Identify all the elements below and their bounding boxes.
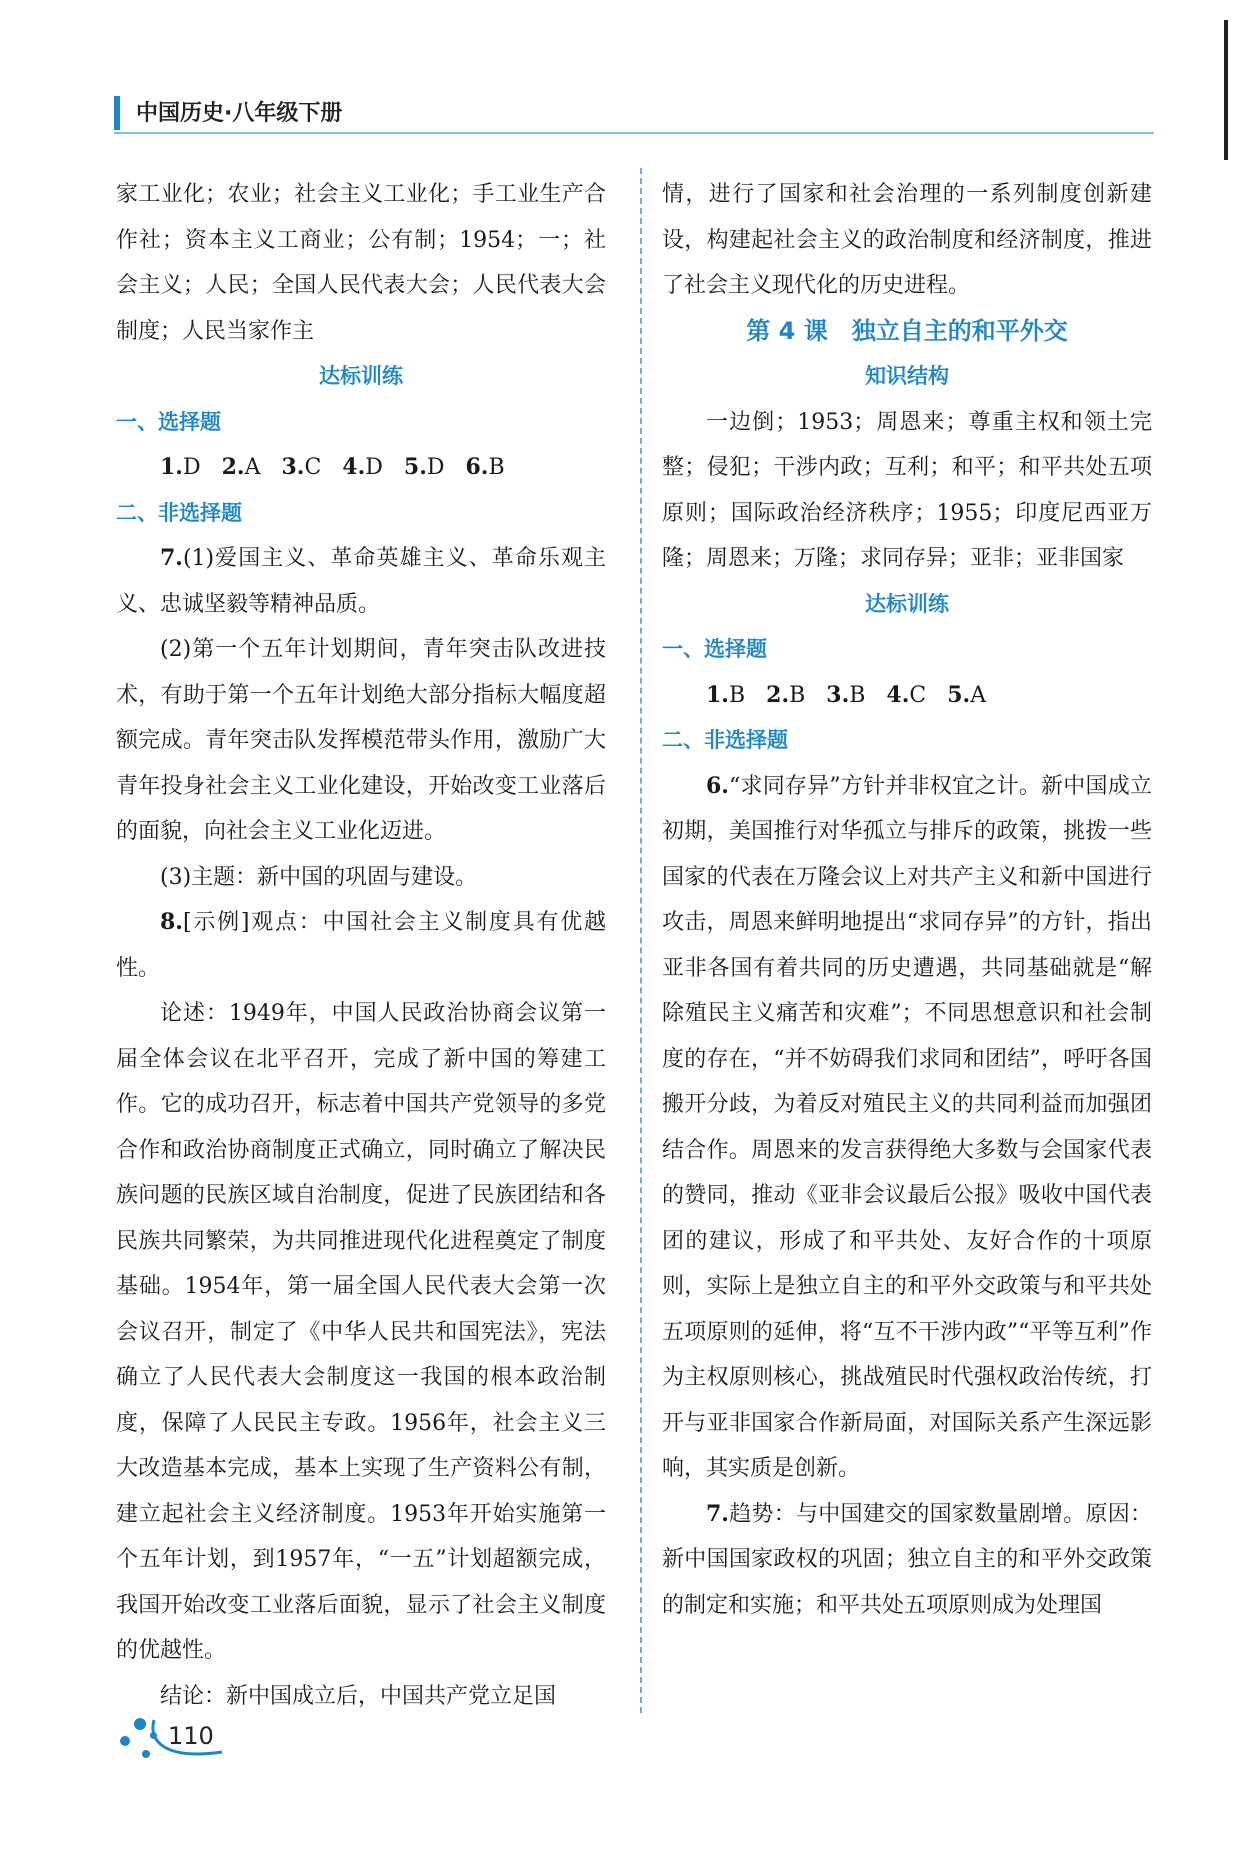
answer-item: 2.A: [221, 454, 261, 480]
answer-item: 3.C: [281, 454, 322, 480]
q8-argument: 论述：1949年，中国人民政治协商会议第一届全体会议在北平召开，完成了新中国的筹建工作。它的成功召开，标志着中国共产党领导的多党合作和政治协商制度正式确立，同时确立了解决民族问题的民族区域自治制度，促进了民族团结和各民族共同繁荣，为共同推进现代化进程奠定了制度基础。1954年，第一届全国人民代表大会第一次会议召开，制定了《中华人民共和国宪法》，宪法确立了人民代表大会制度这一我国的根本政治制度，保障了人民民主专政。1956年，社会主义三大改造基本完成，基本上实现了生产资料公有制，建立起社会主义经济制度。1953年开始实施第一个五年计划，到1957年，“一五”计划超额完成，我国开始改变工业落后面貌，显示了社会主义制度的优越性。: [116, 1001, 606, 1663]
right-choice-answers: [662, 673, 1152, 719]
answer-item: 1.B: [706, 681, 746, 708]
answer-item: 5.D: [403, 454, 445, 480]
left-answer-paragraph: 家工业化；农业；社会主义工业化；手工业生产合作社；资本主义工商业；公有制；1954；一；社会主义；人民；全国人民代表大会；人民代表大会制度；人民当家作主: [116, 182, 606, 344]
answer-item: 3.B: [826, 681, 866, 708]
q8-conclusion: 结论：新中国成立后，中国共产党立足国: [160, 1683, 557, 1709]
left-choice-answers: [116, 445, 606, 491]
page-footer: [116, 1710, 236, 1770]
header-title: 中国历史·八年级下册: [136, 101, 343, 126]
right-training-title: 达标训练: [865, 591, 949, 616]
decor-dot: [134, 1718, 146, 1730]
page-header: [114, 92, 1154, 132]
answer-item: 2.B: [766, 681, 806, 708]
q6: 6.“求同存异”方针并非权宜之计。新中国成立初期，美国推行对华孤立与排斥的政策，挑拨一些国家的代表在万隆会议上对共产主义和新中国进行攻击，周恩来鲜明地提出“求同存异”的方针，指出亚非各国有着共同的历史遭遇，共同基础就是“解除殖民主义痛苦和灾难”；不同思想意识和社会制度的存在，“并不妨碍我们求同和团结”，呼吁各国搬开分歧，为着反对殖民主义的共同利益而加强团结合作。周恩来的发言获得绝大多数与会国家代表的赞同，推动《亚非会议最后公报》吸收中国代表团的建议，形成了和平共处、友好合作的十项原则，实际上是独立自主的和平外交政策与和平共处五项原则的延伸，将“互不干涉内政”“平等互利”作为主权原则核心，挑战殖民时代强权政治传统，打开与亚非国家合作新局面，对国际关系产生深远影响，其实质是创新。: [662, 772, 1152, 1481]
page-number: 110: [168, 1722, 214, 1750]
left-section-nonchoice: 二、非选择题: [116, 500, 242, 525]
answer-item: 6.B: [465, 454, 505, 480]
knowledge-structure: 一边倒；1953；周恩来；尊重主权和领土完整；侵犯；干涉内政；互利；和平；和平共处五项原则；国际政治经济秩序；1955；印度尼西亚万隆；周恩来；万隆；求同存异；亚非；亚非国家: [662, 409, 1152, 571]
q7-part1: 7.(1)爱国主义、革命英雄主义、革命乐观主义、忠诚坚毅等精神品质。: [116, 545, 606, 617]
left-section-choice: 一、选择题: [116, 409, 221, 434]
left-training-title: 达标训练: [319, 364, 403, 388]
q7-right: 7.趋势：与中国建交的国家数量剧增。原因：新中国国家政权的巩固；独立自主的和平外交政策的制定和实施；和平共处五项原则成为处理国: [662, 1500, 1152, 1618]
header-rule: [114, 132, 1154, 134]
decor-dot: [120, 1736, 130, 1746]
right-continuation: 情，进行了国家和社会治理的一系列制度创新建设，构建起社会主义的政治制度和经济制度，推进了社会主义现代化的历史进程。: [662, 182, 1152, 298]
right-section-nonchoice: 二、非选择题: [662, 728, 788, 752]
q8: 8.[示例]观点：中国社会主义制度具有优越性。: [116, 909, 606, 981]
right-column: [662, 172, 1152, 1628]
answer-item: 4.C: [886, 681, 927, 708]
answer-item: 5.A: [947, 681, 987, 708]
right-section-choice: 一、选择题: [662, 637, 767, 661]
answer-item: 4.D: [342, 454, 383, 480]
edge-mark: [1224, 20, 1228, 160]
column-divider: [640, 168, 642, 1713]
answer-item: 1.D: [160, 454, 201, 480]
lesson-title: 第 4 课 独立自主的和平外交: [746, 316, 1068, 345]
header-accent-bar: [114, 96, 120, 130]
left-column: [116, 172, 606, 1719]
q7-part3: (3)主题：新中国的巩固与建设。: [160, 864, 478, 890]
knowledge-title: 知识结构: [865, 364, 949, 388]
q7-part2: (2)第一个五年计划期间，青年突击队改进技术，有助于第一个五年计划绝大部分指标大幅度超额完成。青年突击队发挥模范带头作用，激励广大青年投身社会主义工业化建设，开始改变工业落后的面貌，向社会主义工业化迈进。: [116, 637, 606, 844]
